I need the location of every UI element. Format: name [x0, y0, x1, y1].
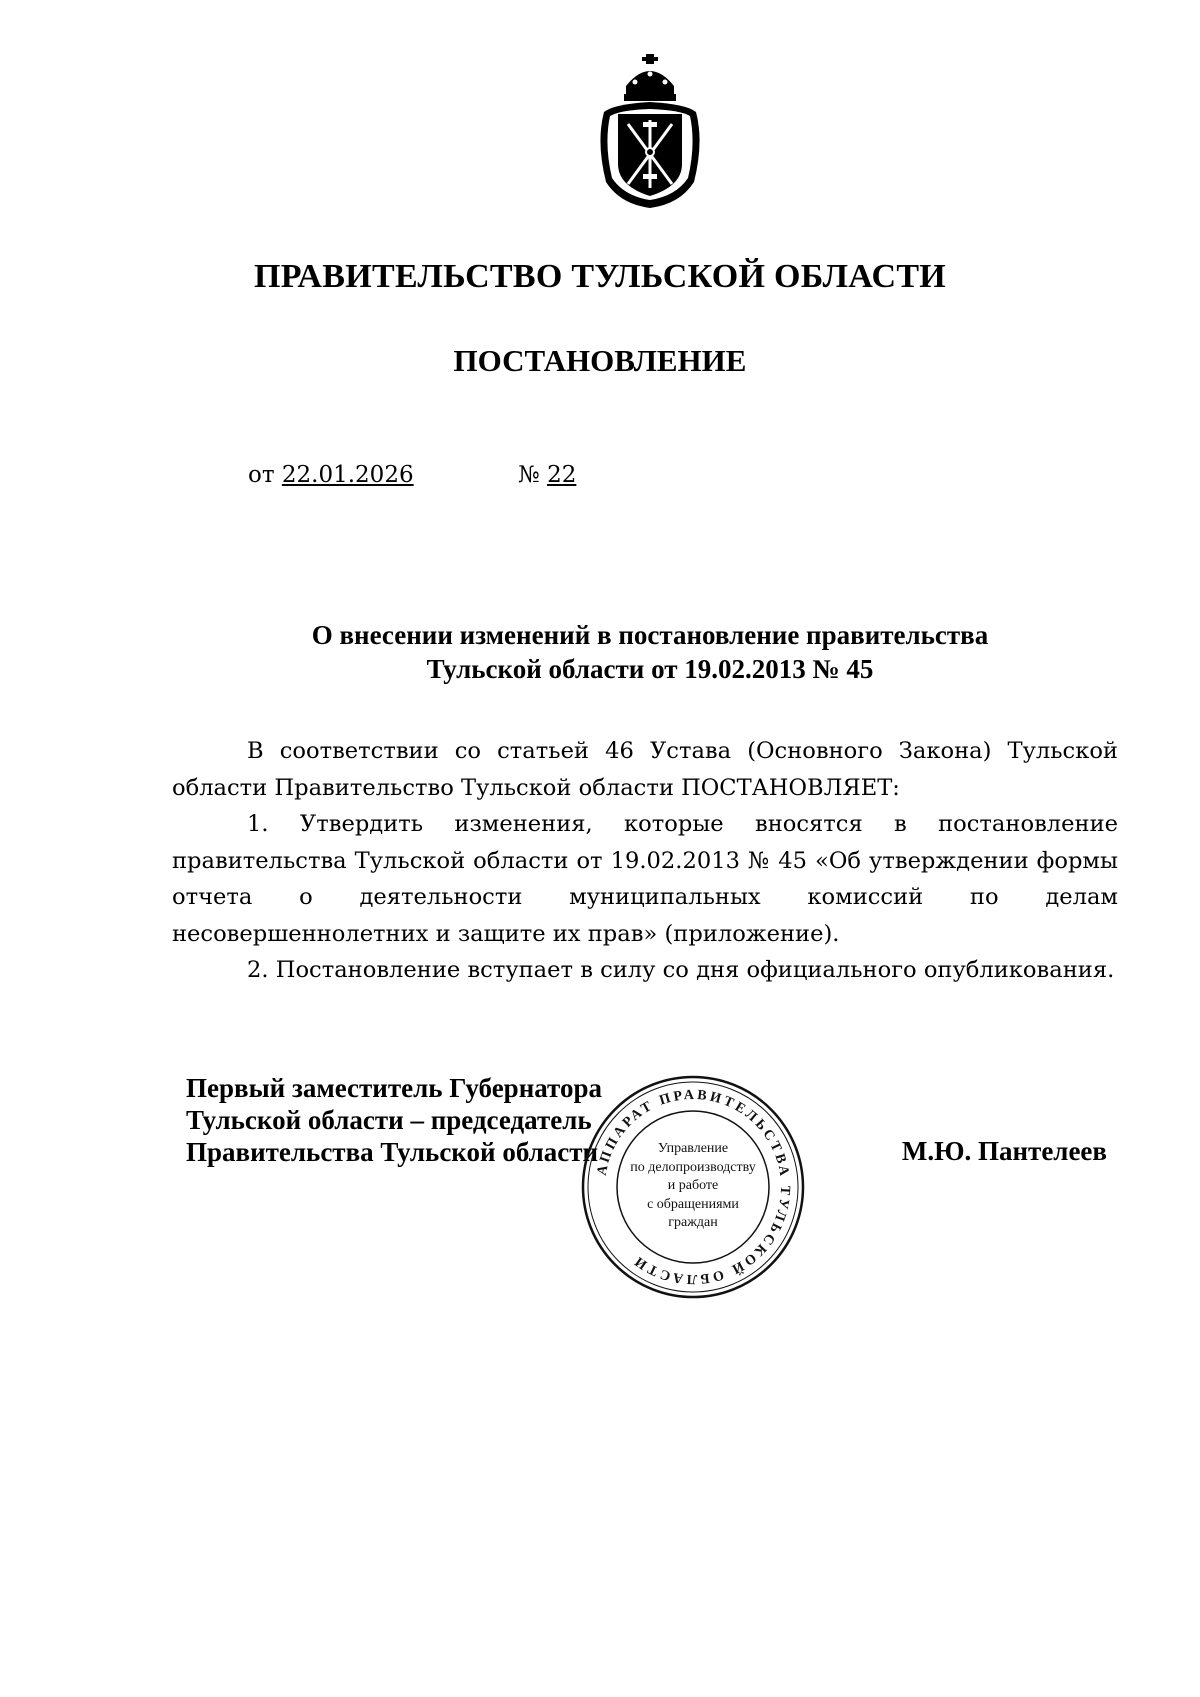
document-number: 22: [547, 462, 577, 488]
signatory-name: М.Ю. Пантелеев: [901, 1136, 1107, 1166]
document-subject: [180, 618, 1120, 686]
position-line-2: Тульской области – председатель: [186, 1105, 592, 1135]
document-number-block: [518, 462, 576, 488]
subject-line-2: Тульской области от 19.02.2013 № 45: [426, 654, 874, 684]
position-line-3: Правительства Тульской области: [186, 1137, 599, 1167]
subject-line-1: О внесении изменений в постановление правительства: [311, 620, 989, 650]
organization-title: ПРАВИТЕЛЬСТВО ТУЛЬСКОЙ ОБЛАСТИ: [253, 258, 947, 295]
preamble-paragraph: В соответствии со статьей 46 Устава (Основного Закона) Тульской области Правительство Тульской области ПОСТАНОВЛЯЕТ:: [172, 738, 1118, 801]
document-date: 22.01.2026: [281, 462, 414, 488]
coat-of-arms-icon: [590, 52, 710, 212]
document-body: [172, 733, 1118, 989]
seal-line-4: с обращениями: [647, 1196, 739, 1212]
signatory-position: [186, 1072, 602, 1168]
item-1-paragraph: 1. Утвердить изменения, которые вносятся в постановление правительства Тульской области от 19.02.2013 № 45 «Об утверждении формы отчета о деятельности муниципальных комиссий по делам несовершеннолетних и защите их прав» (приложение).: [172, 811, 1118, 947]
position-line-1: Первый заместитель Губернатора: [186, 1073, 602, 1103]
seal-line-1: Управление: [657, 1141, 729, 1156]
seal-line-2: по делопроизводству: [630, 1159, 756, 1175]
seal-line-3: и работе: [667, 1178, 719, 1193]
date-prefix: от: [248, 462, 275, 488]
document-date-number: [248, 462, 577, 488]
number-prefix: №: [518, 462, 540, 488]
item-2-paragraph: 2. Постановление вступает в силу со дня официального опубликования.: [247, 957, 1115, 983]
document-type-title: ПОСТАНОВЛЕНИЕ: [453, 343, 747, 378]
seal-inner-text: [602, 1140, 784, 1233]
seal-ring-text: АППАРАТ ПРАВИТЕЛЬСТВА ТУЛЬСКОЙ ОБЛАСТИ: [594, 1087, 793, 1287]
seal-line-5: граждан: [668, 1215, 718, 1230]
